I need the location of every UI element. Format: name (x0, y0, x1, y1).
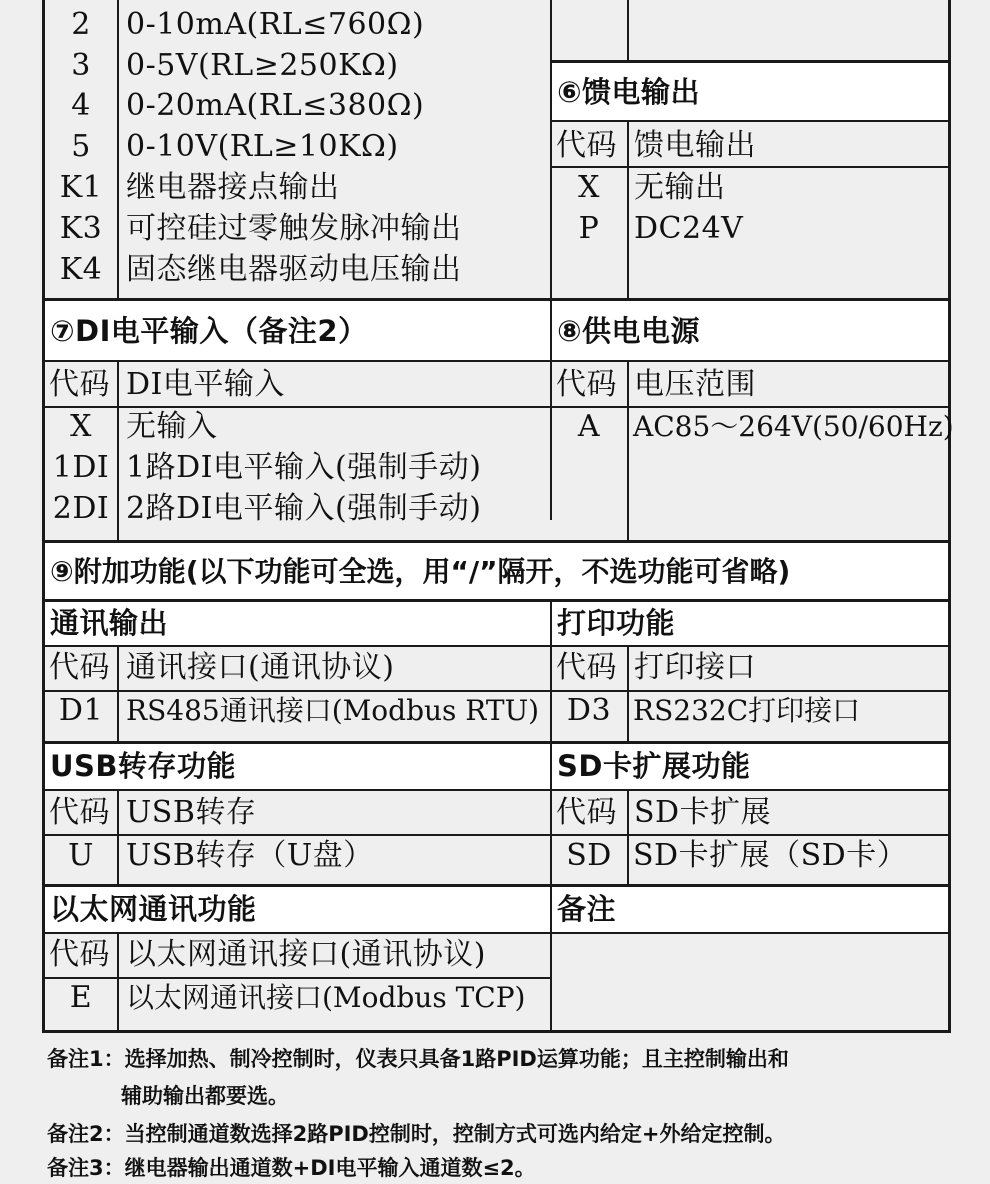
usb-title: USB转存功能 (50, 749, 237, 783)
remark-title: 备注 (557, 892, 617, 926)
hline-extra-top (42, 540, 951, 543)
div-right-code-top (627, 0, 629, 62)
feed-code-p: P (578, 211, 600, 246)
div-di-code (117, 360, 119, 540)
feed-col-desc: 馈电输出 (634, 128, 756, 163)
div-di-middle (550, 300, 552, 520)
usb-code: U (68, 838, 94, 873)
eth-code: E (69, 980, 93, 1015)
eth-title: 以太网通讯功能 (50, 892, 257, 926)
frame-right (948, 0, 951, 1033)
comm-desc: RS485通讯接口(Modbus RTU) (126, 694, 540, 727)
eth-col-code: 代码 (49, 937, 110, 972)
output-desc-3: 0-5V(RL≥250KΩ) (126, 48, 399, 83)
output-desc-k3: 可控硅过零触发脉冲输出 (126, 211, 462, 246)
feed-title: ⑥馈电输出 (557, 75, 701, 109)
power-desc-a: AC85～264V(50/60Hz) (633, 410, 954, 443)
comm-col-desc: 通讯接口(通讯协议) (126, 650, 395, 685)
sd-code: SD (566, 838, 612, 873)
hline-feed-title (550, 120, 950, 122)
div-code-top (117, 0, 119, 300)
di-col-code: 代码 (49, 367, 110, 402)
di-code-2di: 2DI (52, 491, 110, 526)
frame-bottom (42, 1030, 951, 1033)
di-title: ⑦DI电平输入（备注2） (50, 314, 368, 348)
output-code-2: 2 (71, 7, 91, 42)
output-code-k4: K4 (59, 252, 103, 287)
hline-usb-top (42, 741, 951, 744)
div-power-code (627, 360, 629, 540)
feed-code-x: X (578, 170, 600, 205)
note-3: 备注3：继电器输出通道数+DI电平输入通道数≤2。 (47, 1156, 536, 1180)
output-desc-5: 0-10V(RL≥10KΩ) (126, 129, 399, 164)
hline-di-top (42, 298, 951, 301)
div-comm-middle (550, 600, 552, 1030)
sd-desc: SD卡扩展（SD卡） (633, 838, 908, 873)
power-code-a: A (577, 409, 601, 444)
print-col-code: 代码 (556, 650, 617, 685)
eth-desc: 以太网通讯接口(Modbus TCP) (126, 981, 526, 1014)
div-eth-code (117, 932, 119, 1030)
output-code-4: 4 (71, 88, 91, 123)
hline-feed-top (550, 60, 950, 63)
note-1-line-1: 备注1：选择加热、制冷控制时，仪表只具备1路PID运算功能；且主控制输出和 (47, 1047, 789, 1071)
feed-desc-p: DC24V (634, 211, 744, 246)
div-right-code-feed (627, 121, 629, 300)
power-col-code: 代码 (556, 367, 617, 402)
di-desc-2di: 2路DI电平输入(强制手动) (126, 491, 482, 526)
print-col-desc: 打印接口 (634, 650, 756, 685)
output-code-k1: K1 (59, 170, 103, 205)
output-desc-4: 0-20mA(RL≤380Ω) (126, 88, 425, 123)
power-title: ⑧供电电源 (557, 314, 701, 348)
frame-left (42, 0, 45, 1033)
extra-title: ⑨附加功能(以下功能可全选，用“/”隔开，不选功能可省略) (50, 555, 791, 588)
print-desc: RS232C打印接口 (633, 694, 861, 727)
sd-col-code: 代码 (556, 795, 617, 830)
div-comm-code (117, 645, 119, 742)
output-desc-k4: 固态继电器驱动电压输出 (126, 252, 462, 287)
output-code-k3: K3 (59, 211, 103, 246)
comm-title: 通讯输出 (50, 606, 169, 640)
sd-col-desc: SD卡扩展 (634, 795, 772, 830)
sd-title: SD卡扩展功能 (557, 749, 751, 783)
div-middle-top (550, 0, 552, 300)
print-code: D3 (566, 693, 612, 728)
hline-eth-title (42, 932, 951, 934)
comm-code: D1 (58, 693, 104, 728)
hline-extra-bottom (42, 599, 951, 602)
usb-col-desc: USB转存 (126, 795, 257, 830)
di-code-1di: 1DI (52, 450, 110, 485)
power-col-desc: 电压范围 (634, 367, 756, 402)
div-print-code (627, 645, 629, 742)
div-sd-code (627, 789, 629, 885)
output-desc-2: 0-10mA(RL≤760Ω) (126, 7, 425, 42)
comm-col-code: 代码 (49, 650, 110, 685)
hline-comm-title (42, 645, 951, 647)
output-code-3: 3 (71, 48, 91, 83)
feed-col-code: 代码 (556, 128, 617, 163)
hline-di-title (42, 360, 951, 362)
hline-usb-title (42, 789, 951, 791)
di-col-desc: DI电平输入 (126, 367, 285, 402)
output-code-5: 5 (71, 129, 91, 164)
div-usb-code (117, 789, 119, 885)
usb-col-code: 代码 (49, 795, 110, 830)
print-title: 打印功能 (557, 606, 676, 640)
feed-desc-x: 无输出 (634, 170, 726, 205)
hline-eth-top (42, 884, 951, 887)
di-code-x: X (70, 409, 92, 444)
note-2: 备注2：当控制通道数选择2路PID控制时，控制方式可选内给定+外给定控制。 (47, 1122, 786, 1146)
di-desc-x: 无输入 (126, 409, 218, 444)
eth-col-desc: 以太网通讯接口(通讯协议) (126, 937, 486, 972)
di-desc-1di: 1路DI电平输入(强制手动) (126, 450, 482, 485)
note-1-line-2: 辅助输出都要选。 (121, 1084, 289, 1108)
usb-desc: USB转存（U盘） (126, 838, 374, 873)
output-desc-k1: 继电器接点输出 (126, 170, 340, 205)
